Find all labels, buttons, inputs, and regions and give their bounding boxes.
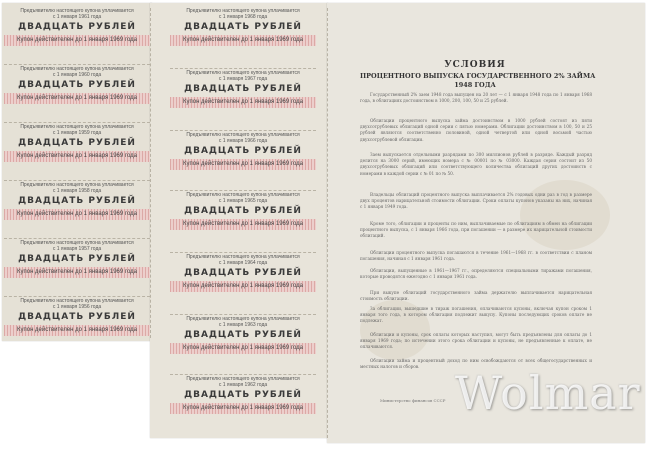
coupon-caption: Предъявителю настоящего купона уплачивается: [186, 132, 300, 138]
coupon-caption: Предъявителю настоящего купона уплачивается: [20, 8, 134, 14]
coupon-caption: Предъявителю настоящего купона уплачивается: [20, 298, 134, 304]
conditions-paragraph: Государственный 2% заем 1948 года выпущен на 20 лет — с 1 января 1948 года по 1 января 1968 года, в облигациях достоинством в 1000, 200, 100, 50 и 25 рублей.: [360, 92, 592, 104]
coupon-mid-1962: [170, 376, 316, 436]
coupon-amount: ДВАДЦАТЬ РУБЛЕЙ: [184, 268, 302, 278]
coupon-separator: [170, 130, 316, 131]
coupon-left-1958: [4, 182, 150, 242]
coupon-validity: Купон действителен до 1 января 1969 года: [16, 211, 137, 217]
coupon-caption: Предъявителю настоящего купона уплачивается: [186, 316, 300, 322]
coupon-validity: Купон действителен до 1 января 1969 года: [182, 345, 303, 351]
conditions-paragraph: За облигации, вышедшие в тираж погашения, оплачиваются купоны, включая купон сроком 1 января того года, в котором облигация подлежит выкупу. Купоны последующих сроков оплате не подлежат.: [360, 306, 592, 324]
coupon-validity: Купон действителен до 1 января 1969 года: [182, 221, 303, 227]
wolmar-watermark: Wolmar: [455, 366, 641, 420]
coupon-date: с 1 января 1956 года: [52, 304, 102, 310]
coupon-validity: Купон действителен до 1 января 1969 года: [182, 99, 303, 105]
coupon-amount: ДВАДЦАТЬ РУБЛЕЙ: [184, 206, 302, 216]
coupon-left-1956: [4, 298, 150, 358]
coupon-amount: ДВАДЦАТЬ РУБЛЕЙ: [184, 330, 302, 340]
conditions-paragraph: Облигации процентного выпуска займа достоинством в 1000 рублей состоят из пяти двухсотрублевых облигаций одной серии с пятью номерами. Облигации достоинством в 100, 50 и 25 рублей являются соответственно половиной, одной четвертой или одной восьмой частью двухсотрублевой облигации.: [360, 118, 592, 142]
coupon-caption: Предъявителю настоящего купона уплачивается: [186, 70, 300, 76]
coupon-separator: [4, 122, 150, 123]
coupon-validity: Купон действителен до 1 января 1969 года: [182, 283, 303, 289]
coupon-date: с 1 января 1968 года: [218, 14, 268, 20]
coupon-amount: ДВАДЦАТЬ РУБЛЕЙ: [184, 390, 302, 400]
coupon-date: с 1 января 1961 года: [52, 14, 102, 20]
coupon-mid-1963: [170, 316, 316, 376]
coupon-separator: [170, 190, 316, 191]
coupon-separator: [170, 68, 316, 69]
coupon-separator: [4, 296, 150, 297]
coupon-amount: ДВАДЦАТЬ РУБЛЕЙ: [184, 84, 302, 94]
coupon-date: с 1 января 1965 года: [218, 198, 268, 204]
coupon-separator: [4, 180, 150, 181]
conditions-signature: Министерство финансов СССР: [380, 398, 446, 403]
conditions-paragraph: Облигации, выпущенные в 1961—1967 гг., определяются специальными тиражами погашения, которые проводятся ежегодно с 1 января 1961 года.: [360, 268, 592, 280]
conditions-paragraph: Заем выпускается отдельными разрядами по 300 миллионов рублей в разряде. Каждый разряд делится на 3000 серий, имеющих номера с № 00001 по № 03000. Каждая серия состоит из 50 двухсотрублевых облигаций или соответствующего количества облигаций других достоинств с номерами в каждой серии с № 01 по № 50.: [360, 152, 592, 176]
conditions-paragraph: Облигации займа и процентный доход по ним освобождаются от всех общегосударственных и местных налогов и сборов.: [360, 358, 592, 370]
coupon-caption: Предъявителю настоящего купона уплачивается: [20, 66, 134, 72]
coupon-date: с 1 января 1964 года: [218, 260, 268, 266]
coupon-cut-line: [150, 8, 151, 338]
coupon-amount: ДВАДЦАТЬ РУБЛЕЙ: [18, 22, 136, 32]
conditions-paragraph: Кроме того, облигации и проценты по ним, выплачиваемые по облигациям в обмен на облигации процентного выпуска, с 1 января 1966 года, при погашении — в размере их нарицательной стоимости облигаций.: [360, 221, 592, 239]
coupon-mid-1967: [170, 70, 316, 130]
coupon-left-1961: [4, 8, 150, 68]
coupon-validity: Купон действителен до 1 января 1969 года: [16, 37, 137, 43]
coupon-validity: Купон действителен до 1 января 1969 года: [16, 327, 137, 333]
coupon-validity: Купон действителен до 1 января 1969 года: [16, 269, 137, 275]
coupon-caption: Предъявителю настоящего купона уплачивается: [186, 254, 300, 260]
coupon-date: с 1 января 1963 года: [218, 322, 268, 328]
coupon-amount: ДВАДЦАТЬ РУБЛЕЙ: [18, 80, 136, 90]
conditions-title: УСЛОВИЯ: [444, 60, 506, 70]
coupon-left-1957: [4, 240, 150, 300]
coupon-caption: Предъявителю настоящего купона уплачивается: [20, 124, 134, 130]
coupon-mid-1968: [170, 8, 316, 68]
conditions-subtitle: ПРОЦЕНТНОГО ВЫПУСКА ГОСУДАРСТВЕННОГО 2% ЗАЙМА: [360, 72, 596, 80]
coupon-date: с 1 января 1957 года: [52, 246, 102, 252]
coupon-amount: ДВАДЦАТЬ РУБЛЕЙ: [18, 254, 136, 264]
coupon-left-1960: [4, 66, 150, 126]
coupon-date: с 1 января 1958 года: [52, 188, 102, 194]
conditions-paragraph: Облигации процентного выпуска погашаются в течение 1961—1968 гг. в соответствии с планом погашения, начиная с 1 января 1961 года.: [360, 250, 592, 262]
coupon-date: с 1 января 1959 года: [52, 130, 102, 136]
coupon-date: с 1 января 1966 года: [218, 138, 268, 144]
coupon-caption: Предъявителю настоящего купона уплачивается: [186, 192, 300, 198]
coupon-validity: Купон действителен до 1 января 1969 года: [182, 405, 303, 411]
coupon-validity: Купон действителен до 1 января 1969 года: [182, 37, 303, 43]
coupon-mid-1964: [170, 254, 316, 314]
coupon-amount: ДВАДЦАТЬ РУБЛЕЙ: [184, 22, 302, 32]
conditions-paragraph: Владельцы облигаций процентного выпуска выплачивается 2% годовых одни раз в год в размере двух процентов нарицательной стоимости облигации. Сроки оплаты купонов указаны на них, начиная с 1 января 1949 года.: [360, 192, 592, 210]
coupon-date: с 1 января 1967 года: [218, 76, 268, 82]
coupon-amount: ДВАДЦАТЬ РУБЛЕЙ: [184, 146, 302, 156]
coupon-caption: Предъявителю настоящего купона уплачивается: [186, 8, 300, 14]
coupon-separator: [170, 252, 316, 253]
coupon-caption: Предъявителю настоящего купона уплачивается: [20, 240, 134, 246]
sheet-fold-line: [327, 8, 328, 438]
coupon-amount: ДВАДЦАТЬ РУБЛЕЙ: [18, 138, 136, 148]
coupon-caption: Предъявителю настоящего купона уплачивается: [186, 376, 300, 382]
coupon-mid-1966: [170, 132, 316, 192]
coupon-validity: Купон действителен до 1 января 1969 года: [16, 95, 137, 101]
coupon-caption: Предъявителю настоящего купона уплачивается: [20, 182, 134, 188]
coupon-separator: [4, 64, 150, 65]
coupon-date: с 1 января 1962 года: [218, 382, 268, 388]
coupon-amount: ДВАДЦАТЬ РУБЛЕЙ: [18, 312, 136, 322]
coupon-mid-1965: [170, 192, 316, 252]
conditions-year: 1948 ГОДА: [454, 81, 496, 89]
coupon-separator: [170, 374, 316, 375]
conditions-paragraph: Облигации и купоны, срок оплаты которых наступил, могут быть предъявлены для оплаты до 1 января 1969 года; по истечении этого срока облигации и купоны, не предъявленные к оплате, не оплачиваются.: [360, 332, 592, 350]
conditions-paragraph: При выкупе облигаций государственного займа держателю выплачивается нарицательная стоимость облигации.: [360, 290, 592, 302]
coupon-validity: Купон действителен до 1 января 1969 года: [16, 153, 137, 159]
coupon-validity: Купон действителен до 1 января 1969 года: [182, 161, 303, 167]
coupon-amount: ДВАДЦАТЬ РУБЛЕЙ: [18, 196, 136, 206]
coupon-date: с 1 января 1960 года: [52, 72, 102, 78]
coupon-separator: [170, 314, 316, 315]
coupon-left-1959: [4, 124, 150, 184]
coupon-separator: [4, 238, 150, 239]
